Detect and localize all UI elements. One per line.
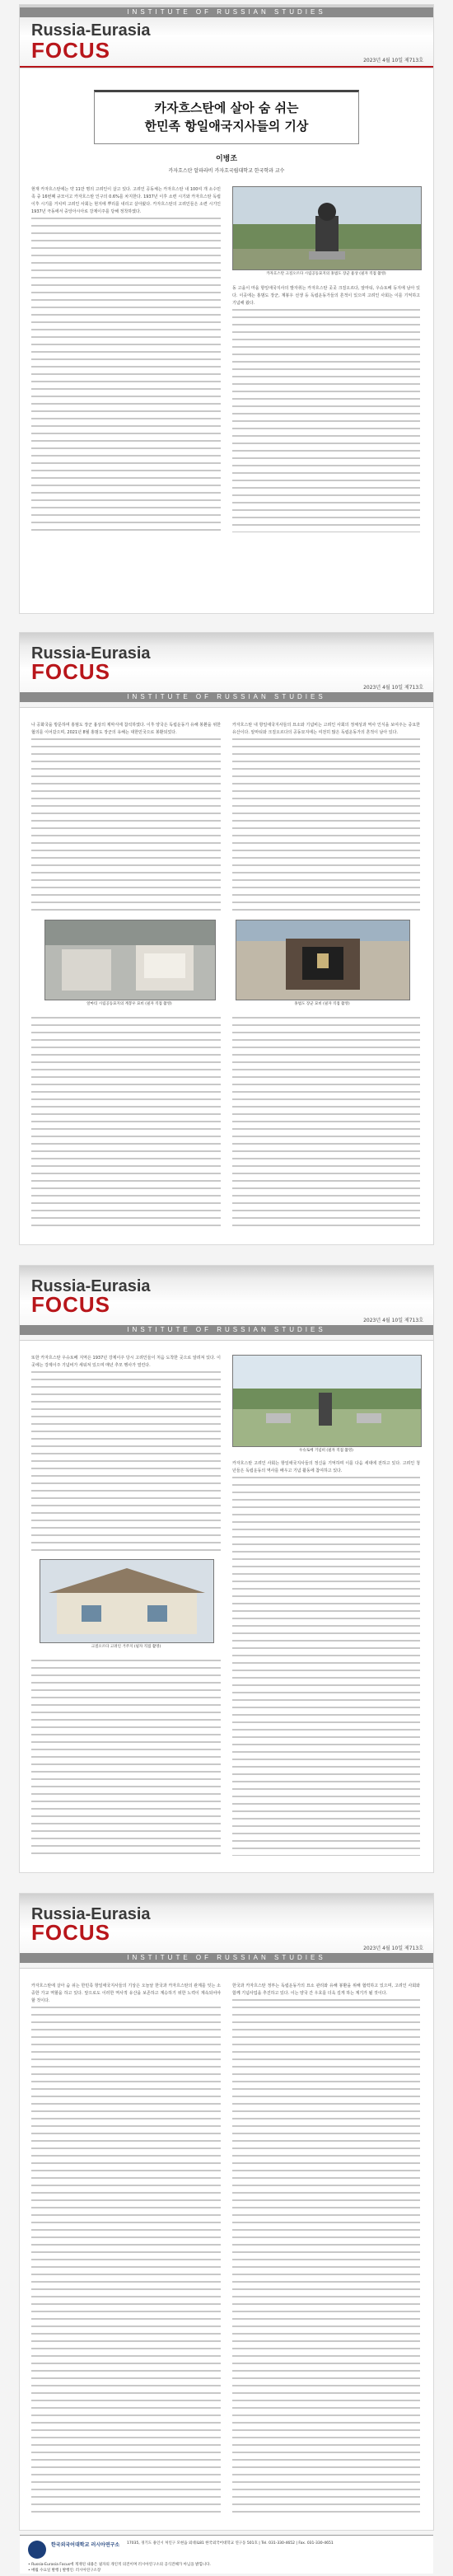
- column-left-lower: [31, 1658, 221, 1856]
- column-right: [232, 1983, 420, 2518]
- photo-image: [233, 1356, 421, 1446]
- banner: [20, 1266, 433, 1341]
- body-text: 또한 카자흐스탄 우슈토베 지역은 1937년 강제이주 당시 고려인들이 처음 도착한 곳으로 알려져 있다. 이곳에는 강제이주 기념비가 세워져 있으며 매년 추모 행사가 열린다.: [31, 1355, 221, 1370]
- article-title-box: [94, 90, 359, 144]
- issue-label: 2023년 4월 10일 제713호: [363, 58, 423, 63]
- photo-caption-right: 우슈토베 기념비 (필자 직접 촬영): [299, 1449, 353, 1453]
- page-3: [20, 1266, 433, 1872]
- banner-title-small: Russia-Eurasia: [31, 21, 151, 40]
- column-left-lower: [31, 1015, 221, 1229]
- photo-caption: 카자흐스탄 크질오르다 시립공동묘지의 홍범도 장군 흉상 (필자 직접 촬영): [266, 272, 386, 276]
- banner-title-big: FOCUS: [31, 38, 110, 63]
- body-text: 동 고을이 마을 항일애국지사의 발자취는 카자흐스탄 곳곳 크질오르다, 알마티, 우슈토베 등지에 남아 있다. 이곳에는 홍범도 장군, 계봉우 선생 등 독립운동가들의 흔적이 있으며 고려인 사회는 이를 기억하고 기념해 왔다.: [232, 285, 420, 308]
- publisher-name: 한국외국어대학교 러시아연구소: [51, 2542, 120, 2548]
- body-text: 한국과 카자흐스탄 정부는 독립운동가의 묘소 관리와 유해 봉환을 위해 협력하고 있으며, 고려인 사회와 함께 기념사업을 추진하고 있다. 이는 양국 간 우호를 더욱 깊게 하는 계기가 될 것이다.: [232, 1983, 420, 1998]
- photo-gyebongwoo-grave: [44, 920, 216, 1000]
- institute-label: INSTITUTE OF RUSSIAN STUDIES: [20, 1953, 433, 1963]
- photo-hongbeomdo-grave: [236, 920, 410, 1000]
- photo-memorial-site: [232, 1355, 422, 1447]
- disclaimer-note: • Russia-Eurasia Focus에 게재된 내용은 필자의 개인적 의견이며 러시아연구소의 공식견해가 아님을 밝힙니다.: [28, 2563, 211, 2567]
- publisher-footer: [20, 2535, 433, 2574]
- issue-label: 2023년 4월 10일 제713호: [363, 1946, 423, 1951]
- banner-rule: [20, 66, 433, 68]
- issue-label: 2023년 4월 10일 제713호: [363, 685, 423, 691]
- photo-hongbeomdo-bust: [232, 186, 422, 270]
- article-title-line1: 카자흐스탄에 살아 숨 쉬는: [154, 101, 299, 115]
- banner: [20, 5, 433, 68]
- column-right: [232, 1460, 420, 1856]
- publisher-address: 17035, 경기도 용인시 처인구 모현읍 외대로81 한국외국어대학교 연구동 501호 | Tel. 031-330-4652 | Fax. 031-330-4651: [127, 2541, 334, 2546]
- column-right: [232, 722, 420, 911]
- article-title-line2: 한민족 항일애국지사들의 기상: [144, 119, 309, 133]
- photo-caption-left: 알마티 시립공동묘지의 계봉우 묘비 (필자 직접 촬영): [86, 1002, 172, 1006]
- column-left: [31, 1355, 221, 1553]
- author-affiliation: 카자흐스탄 알파라비 카자흐국립대학교 한국학과 교수: [168, 168, 285, 174]
- publication-note: • 매월 수요일 발행 | 발행인: 러시아연구소장: [28, 2569, 101, 2573]
- banner-title-small: Russia-Eurasia: [31, 1277, 151, 1295]
- body-text: 카자흐스탄에 살아 숨 쉬는 한민족 항일애국지사들의 기상은 오늘날 한국과 카자흐스탄의 관계를 잇는 소중한 가교 역할을 하고 있다. 앞으로도 이러한 역사적 유산을 보존하고 계승하기 위한 노력이 계속되어야 할 것이다.: [31, 1983, 221, 2006]
- body-text: 카자흐스탄 내 항일애국지사들의 묘소와 기념비는 고려인 사회의 정체성과 역사 인식을 보여주는 중요한 유산이다. 알마티와 크질오르다의 공동묘지에는 여전히 많은 독립운동가의 흔적이 남아 있다.: [232, 722, 420, 738]
- banner-title-big: FOCUS: [31, 659, 110, 684]
- institute-label: INSTITUTE OF RUSSIAN STUDIES: [20, 692, 433, 702]
- banner-title-small: Russia-Eurasia: [31, 644, 151, 663]
- photo-image: [40, 1560, 213, 1642]
- photo-image: [233, 187, 421, 269]
- photo-image: [236, 920, 409, 1000]
- column-left: [31, 186, 221, 532]
- banner-title-small: Russia-Eurasia: [31, 1905, 151, 1923]
- banner: [20, 633, 433, 708]
- institute-label: INSTITUTE OF RUSSIAN STUDIES: [20, 7, 433, 17]
- issue-label: 2023년 4월 10일 제713호: [363, 1318, 423, 1323]
- institute-logo-icon: [28, 2541, 46, 2559]
- column-right: [232, 285, 420, 532]
- page-1: [20, 5, 433, 613]
- photo-caption-right: 홍범도 장군 묘비 (필자 직접 촬영): [294, 1002, 350, 1006]
- body-text: 나 공화국을 방문하며 홍범도 장군 흉상의 제막식에 참석하였다. 이후 양국은 독립운동가 유해 봉환을 위한 협의를 이어갔으며, 2021년 8월 홍범도 장군의 유해는 대한민국으로 봉환되었다.: [31, 722, 221, 738]
- banner-title-big: FOCUS: [31, 1920, 110, 1945]
- author-name: 이병조: [215, 155, 238, 163]
- banner: [20, 1894, 433, 1969]
- page-4: [20, 1894, 433, 2530]
- photo-korean-house: [40, 1559, 214, 1643]
- body-text: 현재 카자흐스탄에는 약 11만 명의 고려인이 살고 있다. 고려인 공동체는 카자흐스탄 내 100여 개 소수민족 중 16번째 규모이고 카자흐스탄 인구의 0.6%를 차지한다. 1937년 이후 소련 시기와 카자흐스탄 독립 이후 시기를 거치며 고려인 사회는 현지에 뿌리를 내리고 살아왔다. 카자흐스탄의 고려인들은 소련 시기인 1937년 극동에서 중앙아시아로 강제이주를 당해 정착하였다.: [31, 186, 221, 217]
- page-2: [20, 633, 433, 1244]
- photo-image: [45, 920, 215, 1000]
- column-left: [31, 1983, 221, 2518]
- banner-title-big: FOCUS: [31, 1292, 110, 1317]
- body-text: 카자흐스탄 고려인 사회는 항일애국지사들의 정신을 기억하며 이를 다음 세대에 전하고 있다. 고려인 청년들은 독립운동의 역사를 배우고 기념 활동에 참여하고 있다.: [232, 1460, 420, 1476]
- institute-label: INSTITUTE OF RUSSIAN STUDIES: [20, 1325, 433, 1335]
- column-right-lower: [232, 1015, 420, 1229]
- column-left: [31, 722, 221, 911]
- photo-caption-left: 크질오르다 고려인 거주지 (필자 직접 촬영): [91, 1645, 161, 1649]
